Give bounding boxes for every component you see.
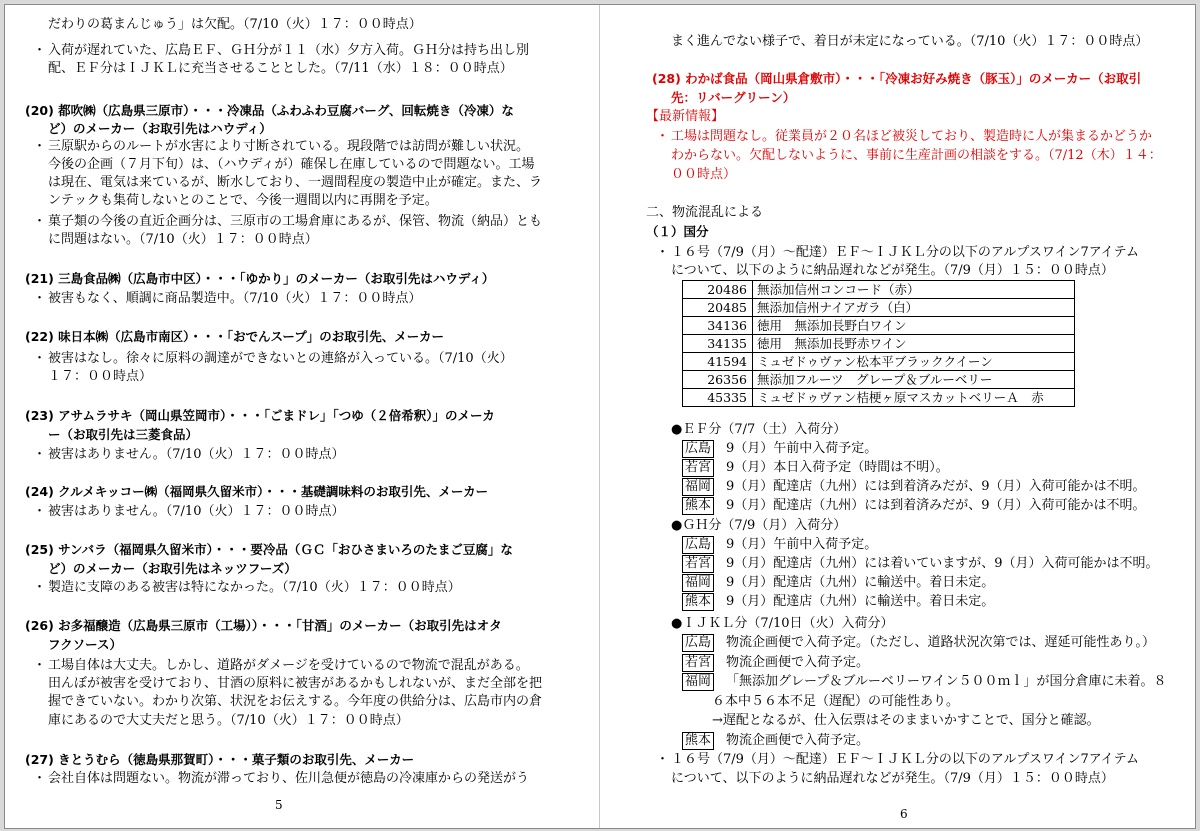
ef-heading: ●ＥＦ分（7/7（土）入荷分） — [671, 422, 847, 437]
section-heading-28-cont: 先：リバーグリーン） — [671, 90, 796, 105]
item-text: 被害はなし。徐々に原料の調達ができないとの連絡が入っている。（7/10（火） — [48, 351, 513, 366]
location-label: 熊本 — [682, 593, 714, 611]
location-label: 若宮 — [682, 654, 714, 672]
item-text: について、以下のように納品遅れなどが発生。（7/9（月）１５：００時点） — [671, 771, 1114, 786]
item-text: は現在、電気は来ているが、断水しており、一週間程度の製造中止が確定。また、ラ — [48, 175, 543, 190]
row-text: 「無添加グレープ＆ブルーベリーワイン５００ｍｌ」が国分倉庫に未着。８ — [726, 674, 1167, 689]
gh-heading: ●ＧＨ分（7/9（月）入荷分） — [671, 518, 847, 533]
section-heading-20: (20) 都吹㈱（広島県三原市）・・・冷凍品（ふわふわ豆腐バーグ、回転焼き（冷凍）な — [25, 103, 514, 118]
page-number: 5 — [275, 798, 283, 812]
location-label: 熊本 — [682, 497, 714, 515]
row-text: 9（月）配達店（九州）には到着済みだが、9（月）入荷可能かは不明。 — [726, 498, 1146, 513]
bullet: ・ — [33, 447, 47, 462]
chapter-title: 二、物流混乱による — [646, 205, 764, 220]
row-text: 9（月）本日入荷予定（時間は不明）。 — [726, 460, 949, 475]
item-text: 被害もなく、順調に商品製造中。（7/10（火）１７：００時点） — [48, 291, 422, 306]
row-text: 9（月）配達店（九州）に輸送中。着日未定。 — [726, 594, 995, 609]
item-text: 配、ＥＦ分はＩＪＫＬに充当させることとした。（7/11（水）１８：００時点） — [48, 61, 513, 76]
product-name: 徳用 無添加長野赤ワイン — [753, 335, 1075, 353]
ijkl-heading: ●ＩＪＫＬ分（7/10日（火）入荷分） — [671, 616, 894, 631]
item-text: １６号（7/9（月）～配達）ＥＦ～ＩＪＫＬ分の以下のアルプスワイン7アイテム — [671, 245, 1139, 260]
bullet: ・ — [656, 129, 670, 144]
product-code: 45335 — [683, 389, 753, 407]
section-heading-26: (26) お多福醸造（広島県三原市（工場））・・・「甘酒」のメーカー（お取引先はオタ — [25, 618, 502, 633]
row-text: 物流企画便で入荷予定。 — [726, 654, 870, 670]
item-text: 菓子類の今後の直近企画分は、三原市の工場倉庫にあるが、保管、物流（納品）とも — [48, 214, 543, 229]
section-heading-26-cont: フクソース） — [48, 637, 123, 652]
product-name: 無添加信州ナイアガラ（白） — [753, 299, 1075, 317]
item-text: １６号（7/9（月）～配達）ＥＦ～ＩＪＫＬ分の以下のアルプスワイン7アイテム — [671, 752, 1139, 767]
section-heading-23: (23) アサムラサキ（岡山県笠岡市）・・・「ごまドレ」「つゆ（２倍希釈）」のメーカ — [25, 408, 495, 423]
ijkl-row — [682, 633, 1155, 653]
location-label: 若宮 — [682, 555, 714, 573]
product-code: 26356 — [683, 371, 753, 389]
row-text: 9（月）午前中入荷予定。 — [726, 441, 878, 456]
gh-row — [682, 592, 994, 612]
product-name: ミュゼドゥヴァン桔梗ヶ原マスカットベリーＡ 赤 — [753, 389, 1075, 407]
product-row — [683, 317, 1075, 335]
location-label: 広島 — [682, 440, 714, 458]
item-text: 三原駅からのルートが水害により寸断されている。現段階では訪問が難しい状況。 — [48, 139, 530, 154]
ef-row — [682, 477, 1146, 497]
item-text: について、以下のように納品遅れなどが発生。（7/9（月）１５：００時点） — [671, 263, 1114, 278]
bullet: ・ — [656, 245, 670, 260]
row-text: 9（月）午前中入荷予定。 — [726, 537, 878, 552]
product-name: ミュゼドゥヴァン松本平ブラッククイーン — [753, 353, 1075, 371]
row-text: 9（月）配達店（九州）には着いていますが、9（月）入荷可能かは不明。 — [726, 556, 1159, 571]
section-heading-20-cont: ど）のメーカー（お取引先はハウディ） — [48, 121, 272, 136]
row-text: 9（月）配達店（九州）に輸送中。着日未定。 — [726, 575, 995, 590]
continued-text: だわりの葛まんじゅう」は欠配。（7/10（火）１７：００時点） — [48, 17, 422, 32]
item-text: に問題はない。（7/10（火）１７：００時点） — [48, 232, 318, 247]
item-text: 工場自体は大丈夫。しかし、道路がダメージを受けているので物流で混乱がある。 — [48, 658, 529, 673]
item-text: 被害はありません。（7/10（火）１７：００時点） — [48, 447, 345, 462]
row-text: 物流企画便で入荷予定。 — [726, 733, 870, 748]
product-code: 20485 — [683, 299, 753, 317]
item-text: 工場は問題なし。従業員が２０名ほど被災しており、製造時に人が集まるかどうか — [671, 129, 1153, 144]
product-row — [683, 389, 1075, 407]
location-label: 若宮 — [682, 459, 714, 477]
product-code: 41594 — [683, 353, 753, 371]
item-text: 被害はありません。（7/10（火）１７：００時点） — [48, 504, 345, 519]
product-name: 無添加信州コンコード（赤） — [753, 281, 1075, 299]
page-6 — [600, 5, 1195, 828]
item-text: 握できていない。わかり次第、状況をお伝えする。今年度の供給分は、広島市内の倉 — [48, 694, 543, 709]
gh-row — [682, 554, 1159, 574]
product-row — [683, 299, 1075, 317]
item-text: 入荷が遅れていた、広島ＥＦ、ＧＨ分が１１（水）夕方入荷。ＧＨ分は持ち出し別 — [48, 43, 530, 58]
bullet: ・ — [33, 351, 47, 366]
location-label: 福岡 — [682, 478, 714, 496]
ijkl-row — [682, 653, 869, 673]
item-text: ００時点） — [671, 167, 737, 182]
bullet: ・ — [33, 214, 47, 229]
product-name: 無添加フルーツ グレープ＆ブルーベリー — [753, 371, 1075, 389]
bullet: ・ — [33, 580, 47, 595]
section-heading-22: (22) 味日本㈱（広島市南区）・・・「おでんスープ」のお取引先、メーカー — [25, 329, 445, 344]
subsection-title: （１）国分 — [646, 224, 709, 239]
section-heading-25-cont: ど）のメーカー（お取引先はネッツフーズ） — [48, 561, 297, 576]
ef-row — [682, 458, 949, 478]
bullet: ・ — [33, 291, 47, 306]
product-row — [683, 335, 1075, 353]
product-row — [683, 353, 1075, 371]
bullet: ・ — [33, 43, 47, 58]
product-row — [683, 281, 1075, 299]
ijkl-fukuoka-cont: →遅配となるが、仕入伝票はそのままいかすことで、国分と確認。 — [712, 713, 1100, 728]
item-text: ンテックも集荷しないとのことで、今後一週間以内に再開を予定。 — [48, 193, 438, 208]
ijkl-row — [682, 731, 869, 751]
continued-text: まく進んでない様子で、着日が未定になっている。（7/10（火）１７：００時点） — [671, 34, 1149, 49]
item-text: 会社自体は問題ない。物流が滞っており、佐川急便が徳島の冷凍庫からの発送がう — [48, 771, 530, 786]
product-code: 34135 — [683, 335, 753, 353]
document-spread — [4, 4, 1196, 829]
product-code: 20486 — [683, 281, 753, 299]
section-heading-25: (25) サンバラ（福岡県久留米市）・・・要冷品（ＧＣ「おひさまいろのたまご豆腐」な — [25, 542, 513, 557]
location-label: 広島 — [682, 634, 714, 652]
item-text: わからない。欠配しないように、事前に生産計画の相談をする。（7/12（木）１４： — [671, 148, 1162, 163]
bullet: ・ — [33, 658, 47, 673]
product-row — [683, 371, 1075, 389]
product-code: 34136 — [683, 317, 753, 335]
gh-row — [682, 535, 877, 555]
section-heading-27: (27) きとうむら（徳島県那賀町）・・・菓子類のお取引先、メーカー — [25, 752, 415, 767]
ijkl-fukuoka-cont: ６本中５６本不足（遅配）の可能性あり。 — [712, 694, 960, 709]
location-label: 福岡 — [682, 673, 714, 691]
item-text: 今後の企画（７月下旬）は、（ハウディが）確保し在庫しているので問題ない。工場 — [48, 157, 535, 172]
page-number: 6 — [900, 807, 908, 821]
row-text: 9（月）配達店（九州）には到着済みだが、9（月）入荷可能かは不明。 — [726, 479, 1146, 494]
bullet: ・ — [33, 139, 47, 154]
location-label: 熊本 — [682, 732, 714, 750]
section-heading-23-cont: ー（お取引先は三菱食品） — [48, 427, 199, 442]
item-text: 田んぼが被害を受けており、甘酒の原料に被害があるかもしれないが、まだ全部を把 — [48, 676, 543, 691]
bullet: ・ — [33, 771, 47, 786]
location-label: 福岡 — [682, 574, 714, 592]
item-text: 製造に支障のある被害は特になかった。（7/10（火）１７：００時点） — [48, 580, 461, 595]
section-heading-28: (28) わかば食品（岡山県倉敷市）・・・「冷凍お好み焼き（豚玉）」のメーカー（お取引 — [652, 71, 1142, 86]
location-label: 広島 — [682, 536, 714, 554]
bullet: ・ — [33, 504, 47, 519]
bullet: ・ — [656, 752, 670, 767]
product-name: 徳用 無添加長野白ワイン — [753, 317, 1075, 335]
ef-row — [682, 439, 877, 459]
page-5 — [5, 5, 599, 828]
item-text: １７：００時点） — [48, 369, 153, 384]
product-table — [682, 280, 1075, 407]
latest-info-tag: 【最新情報】 — [646, 109, 725, 124]
item-text: 庫にあるので大丈夫だと思う。（7/10（火）１７：００時点） — [48, 713, 409, 728]
gh-row — [682, 573, 994, 593]
row-text: 物流企画便で入荷予定。（ただし、道路状況次第では、遅延可能性あり。） — [726, 635, 1156, 650]
ijkl-row — [682, 672, 1166, 692]
section-heading-21: (21) 三島食品㈱（広島市中区）・・・「ゆかり」のメーカー（お取引先はハウディ） — [25, 271, 495, 286]
ef-row — [682, 496, 1146, 516]
section-heading-24: (24) クルメキッコー㈱（福岡県久留米市）・・・基礎調味料のお取引先、メーカー — [25, 484, 489, 499]
